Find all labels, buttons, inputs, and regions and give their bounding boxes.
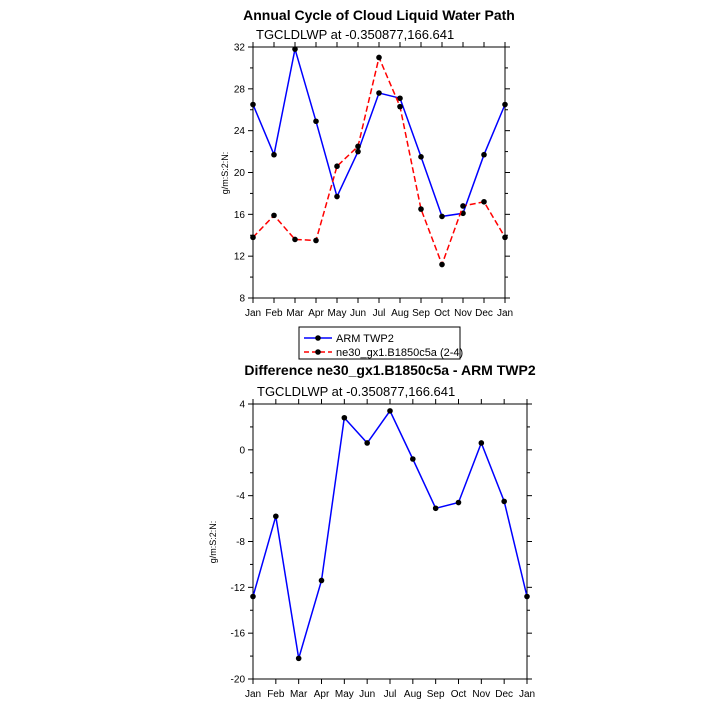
chart2-ylabel: g/m:S:2:N: <box>208 520 218 564</box>
xtick-label: Dec <box>495 689 514 700</box>
series-0-point <box>433 505 439 511</box>
ytick-label: 12 <box>233 251 245 263</box>
series-1-point <box>313 238 319 244</box>
series-1-point <box>460 203 466 209</box>
ytick-label: -4 <box>236 491 245 503</box>
series-0-point <box>355 149 361 155</box>
xtick-label: May <box>334 689 354 700</box>
series-1-point <box>502 235 508 241</box>
chart-annual-cycle <box>220 7 515 319</box>
ytick-label: 24 <box>233 126 245 138</box>
series-0-point <box>418 154 424 160</box>
xtick-label: May <box>327 308 347 319</box>
series-0-point <box>456 500 462 506</box>
series-0-point <box>439 214 445 220</box>
chart1-plot-frame <box>253 47 505 298</box>
series-0-point <box>250 102 256 108</box>
series-1-point <box>334 163 340 169</box>
ytick-label: -12 <box>230 582 245 594</box>
series-0-point <box>524 594 530 600</box>
series-0-point <box>479 440 485 446</box>
legend-label-model: ne30_gx1.B1850c5a (2-4) <box>336 347 464 359</box>
chart1-title: Annual Cycle of Cloud Liquid Water Path <box>243 7 515 23</box>
chart1-ylabel: g/m:S:2:N: <box>220 151 230 195</box>
ytick-label: -20 <box>230 674 245 686</box>
series-0-point <box>319 578 325 584</box>
legend-marker-model <box>315 349 321 355</box>
series-1-point <box>418 206 424 212</box>
series-0-point <box>501 499 507 505</box>
series-0-point <box>481 152 487 158</box>
series-1-point <box>481 199 487 205</box>
xtick-label: Nov <box>472 689 491 700</box>
chart2-plot-frame <box>253 404 527 679</box>
xtick-label: Apr <box>308 308 324 319</box>
xtick-label: Apr <box>313 689 330 700</box>
series-0-point <box>273 513 279 519</box>
ytick-label: 20 <box>233 168 245 179</box>
series-1-point <box>397 104 403 110</box>
series-0-point <box>296 656 302 662</box>
xtick-label: Jun <box>349 308 367 319</box>
xtick-label: Feb <box>265 308 283 319</box>
chart-difference <box>208 362 536 700</box>
ytick-label: 28 <box>233 84 245 96</box>
legend-marker-arm <box>315 335 321 341</box>
ytick-label: 8 <box>239 293 245 305</box>
series-0-point <box>250 594 256 600</box>
xtick-label: Dec <box>475 308 493 319</box>
series-1-point <box>250 235 256 241</box>
series-0-point <box>313 118 319 124</box>
ytick-label: -8 <box>236 537 245 548</box>
xtick-label: Jul <box>372 308 386 319</box>
xtick-label: Jun <box>359 689 376 700</box>
series-0-point <box>342 415 348 421</box>
series-0-point <box>387 408 393 414</box>
series-0-point <box>410 456 416 462</box>
ytick-label: 16 <box>233 209 245 221</box>
ytick-label: 4 <box>239 399 245 411</box>
series-1-point <box>439 262 445 268</box>
xtick-label: Jan <box>244 689 262 700</box>
xtick-label: Sep <box>412 308 430 319</box>
series-0-point <box>334 194 340 200</box>
series-1-point <box>292 237 298 243</box>
series-line-1 <box>253 58 505 265</box>
xtick-label: Mar <box>290 689 308 700</box>
xtick-label: Oct <box>434 308 450 319</box>
ytick-label: 0 <box>239 445 245 457</box>
ytick-label: 32 <box>233 42 245 54</box>
xtick-label: Jan <box>496 308 514 319</box>
xtick-label: Aug <box>403 689 422 700</box>
series-line-0 <box>253 49 505 216</box>
xtick-label: Feb <box>267 689 285 700</box>
xtick-label: Jul <box>383 689 397 700</box>
series-0-point <box>271 152 277 158</box>
xtick-label: Aug <box>391 308 409 319</box>
xtick-label: Sep <box>426 689 445 700</box>
series-0-point <box>376 90 382 96</box>
series-0-point <box>502 102 508 108</box>
series-1-point <box>355 144 361 150</box>
series-line-0 <box>253 411 527 659</box>
series-1-point <box>271 213 277 219</box>
chart2-title: Difference ne30_gx1.B1850c5a - ARM TWP2 <box>244 362 536 378</box>
xtick-label: Mar <box>286 308 304 319</box>
ytick-label: -16 <box>230 628 245 640</box>
chart1-subtitle: TGCLDLWP at -0.350877,166.641 <box>256 27 455 42</box>
series-0-point <box>364 440 370 446</box>
chart1-legend <box>299 327 463 359</box>
series-0-point <box>292 46 298 52</box>
legend-label-arm: ARM TWP2 <box>336 333 394 345</box>
xtick-label: Jan <box>518 689 536 700</box>
chart2-subtitle: TGCLDLWP at -0.350877,166.641 <box>257 384 456 399</box>
xtick-label: Oct <box>450 689 467 700</box>
xtick-label: Jan <box>244 308 262 319</box>
xtick-label: Nov <box>454 308 472 319</box>
series-1-point <box>376 55 382 61</box>
